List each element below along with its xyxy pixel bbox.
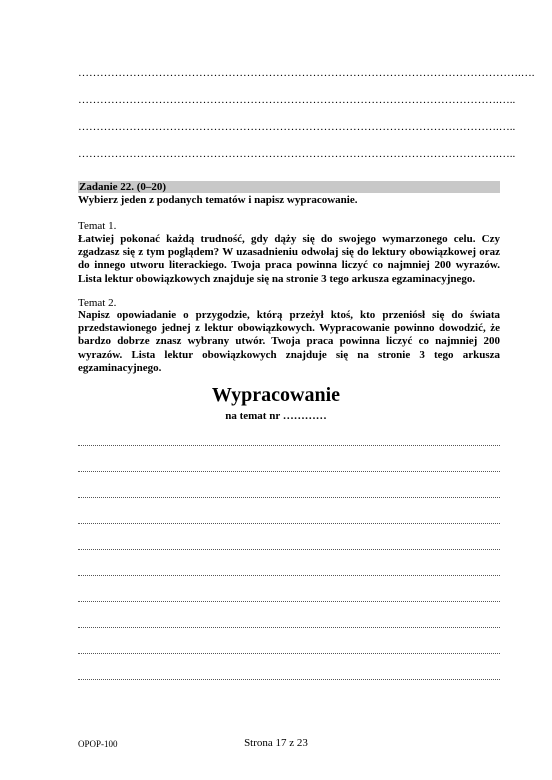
topic-2-text: Napisz opowiadanie o przygodzie, którą przeżył ktoś, kto przeniósł się do świata przedstawionego jednej z lektur obowiązkowych. Wypracowanie powinno dowodzić, że bardzo dobrze znasz wybrany utwór. Twoja praca powinna liczyć co najmniej 200 wyrazów. Lista lektur obowiązkowych znajduje się na stronie 3 tego arkusza egzaminacyjnego. — [78, 309, 500, 374]
writing-line — [78, 549, 500, 550]
writing-line — [78, 601, 500, 602]
answer-line-top-1: ………………………………………………………………………………………………………….…. — [78, 67, 535, 79]
answer-line-top-3: …………………………………………………………………………………………………….….. — [78, 121, 516, 133]
writing-line — [78, 575, 500, 576]
task-header: Zadanie 22. (0–20) — [78, 181, 500, 193]
topic-1-label: Temat 1. — [78, 220, 117, 232]
writing-line — [78, 627, 500, 628]
footer-page-number: Strona 17 z 23 — [244, 737, 308, 749]
writing-line — [78, 471, 500, 472]
essay-subtitle: na temat nr ………… — [225, 410, 327, 422]
writing-line — [78, 523, 500, 524]
task-instruction: Wybierz jeden z podanych tematów i napisz wypracowanie. — [78, 194, 358, 206]
writing-line — [78, 497, 500, 498]
essay-title: Wypracowanie — [211, 384, 341, 406]
writing-line — [78, 445, 500, 446]
writing-line — [78, 653, 500, 654]
answer-line-top-2: …………………………………………………………………………………………………….….. — [78, 94, 516, 106]
topic-2-label: Temat 2. — [78, 297, 117, 309]
footer-exam-code: OPOP-100 — [78, 739, 118, 749]
topic-1-text: Łatwiej pokonać każdą trudność, gdy dąży się do swojego wymarzonego celu. Czy zgadzasz się z tym poglądem? W uzasadnieniu odwołaj się do lektury obowiązkowej oraz do innego utworu literackiego. Twoja praca powinna liczyć co najmniej 200 wyrazów. Lista lektur obowiązkowych znajduje się na stronie 3 tego arkusza egzaminacyjnego. — [78, 233, 500, 285]
answer-line-top-4: …………………………………………………………………………………………………….….. — [78, 148, 516, 160]
writing-line — [78, 679, 500, 680]
